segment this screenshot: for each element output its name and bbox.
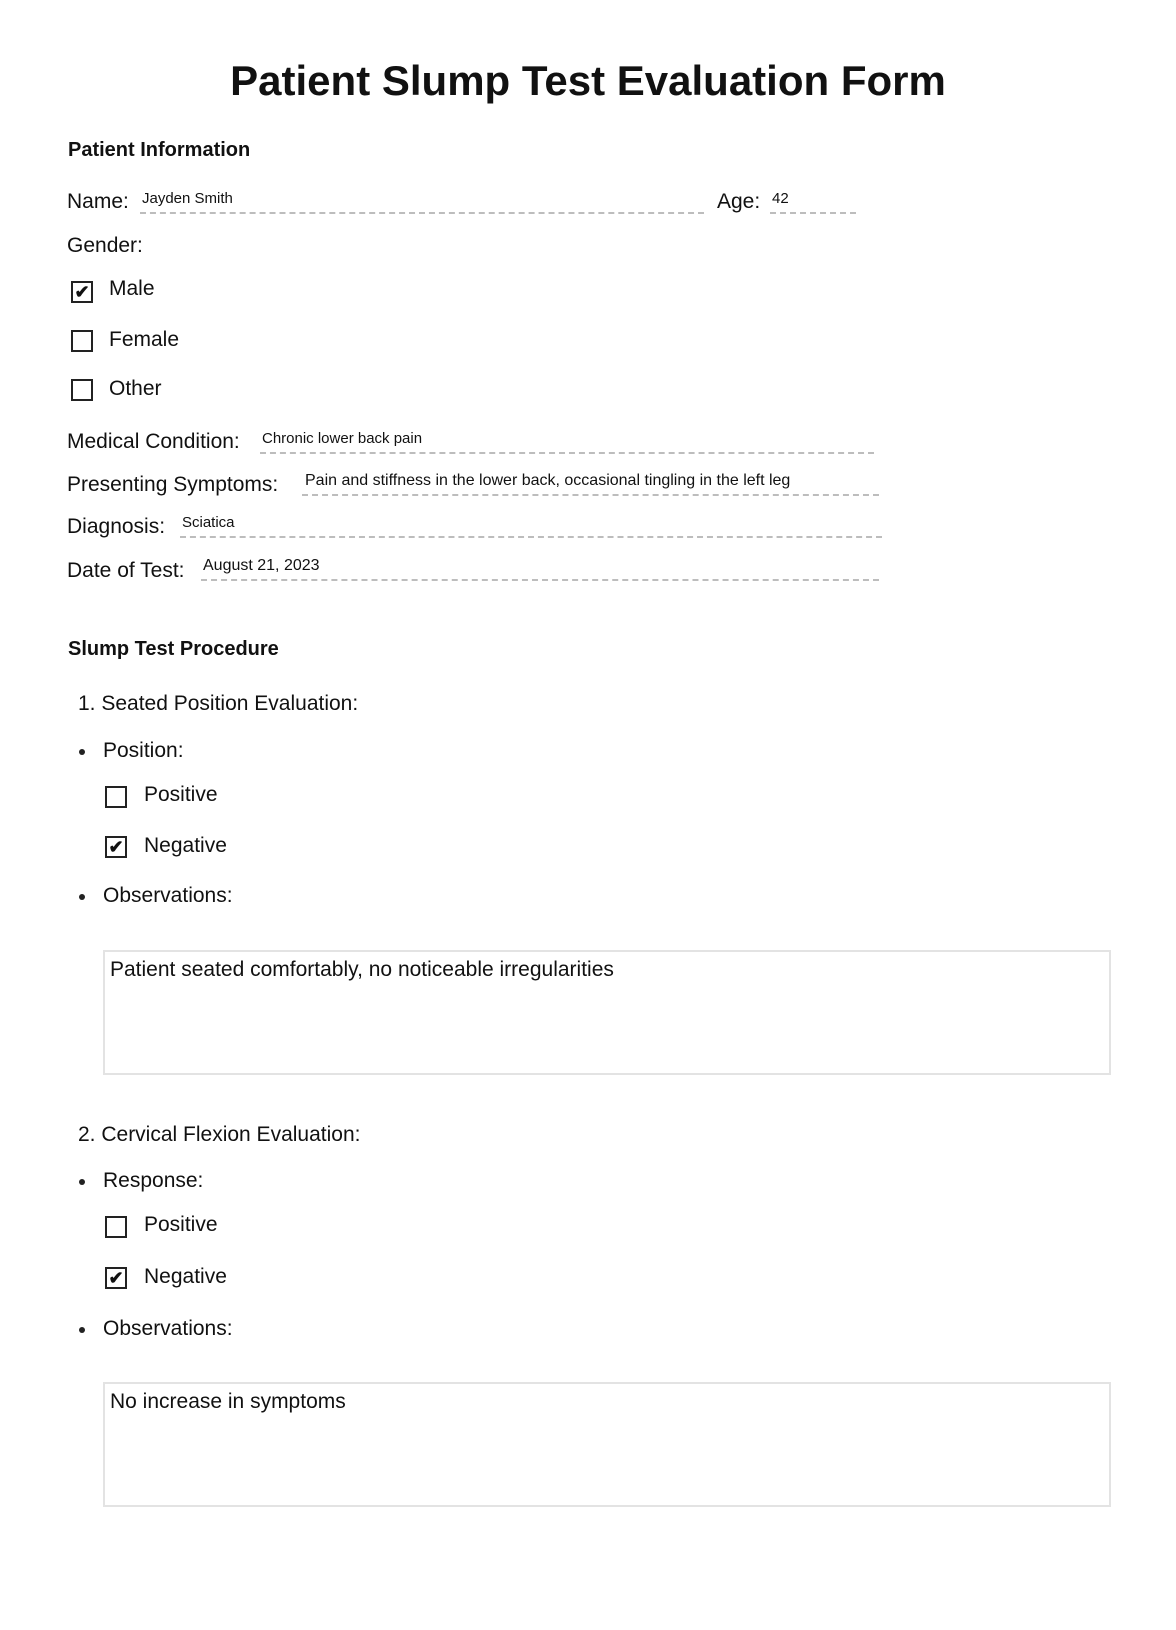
step-1-observations-label: Observations:: [103, 884, 233, 907]
age-value: 42: [772, 190, 789, 207]
age-field[interactable]: [770, 190, 856, 214]
date-field[interactable]: [201, 557, 879, 581]
diagnosis-field[interactable]: [180, 514, 882, 538]
step-2-negative-label: Negative: [144, 1265, 227, 1288]
medical-condition-label: Medical Condition:: [67, 430, 240, 453]
step-2-observations-value: No increase in symptoms: [110, 1390, 346, 1413]
bullet-icon: [79, 1327, 85, 1333]
step-1-position-label: Position:: [103, 739, 184, 762]
step-1-negative-label: Negative: [144, 834, 227, 857]
step-1-observations-textarea[interactable]: [103, 950, 1111, 1075]
check-icon: ✔: [108, 1268, 124, 1288]
symptoms-value: Pain and stiffness in the lower back, occasional tingling in the left leg: [305, 472, 791, 489]
page-title: Patient Slump Test Evaluation Form: [230, 57, 946, 104]
step-2-positive-checkbox[interactable]: [105, 1216, 127, 1238]
step-2-title: 2. Cervical Flexion Evaluation:: [78, 1123, 361, 1146]
date-value: August 21, 2023: [203, 557, 320, 574]
male-checkbox[interactable]: [71, 281, 93, 303]
symptoms-label: Presenting Symptoms:: [67, 473, 279, 496]
step-2-observations-label: Observations:: [103, 1317, 233, 1340]
step-2-response-label: Response:: [103, 1169, 204, 1192]
diagnosis-label: Diagnosis:: [67, 515, 166, 538]
other-label: Other: [109, 377, 162, 400]
check-icon: ✔: [74, 282, 90, 302]
patient-info-heading: Patient Information: [68, 139, 251, 161]
male-label: Male: [109, 277, 155, 300]
step-1-positive-checkbox[interactable]: [105, 786, 127, 808]
gender-label: Gender:: [67, 234, 143, 257]
symptoms-field[interactable]: [302, 472, 879, 496]
bullet-icon: [79, 1179, 85, 1185]
procedure-heading: Slump Test Procedure: [68, 638, 279, 660]
step-1-positive-label: Positive: [144, 783, 218, 806]
bullet-icon: [79, 749, 85, 755]
medical-condition-field[interactable]: [260, 430, 874, 454]
date-label: Date of Test:: [67, 559, 185, 582]
step-1-observations-value: Patient seated comfortably, no noticeable irregularities: [110, 958, 614, 981]
check-icon: ✔: [108, 837, 124, 857]
female-label: Female: [109, 328, 180, 351]
medical-condition-value: Chronic lower back pain: [262, 430, 423, 447]
name-field[interactable]: [140, 190, 704, 214]
age-label: Age:: [717, 190, 761, 213]
step-2-observations-textarea[interactable]: [103, 1382, 1111, 1507]
step-2-negative-checkbox[interactable]: [105, 1267, 127, 1289]
name-value: Jayden Smith: [142, 190, 233, 207]
name-label: Name:: [67, 190, 129, 213]
step-1-title: 1. Seated Position Evaluation:: [78, 692, 359, 715]
bullet-icon: [79, 894, 85, 900]
female-checkbox[interactable]: [71, 330, 93, 352]
step-1-negative-checkbox[interactable]: [105, 836, 127, 858]
diagnosis-value: Sciatica: [182, 514, 235, 531]
other-checkbox[interactable]: [71, 379, 93, 401]
step-2-positive-label: Positive: [144, 1213, 218, 1236]
